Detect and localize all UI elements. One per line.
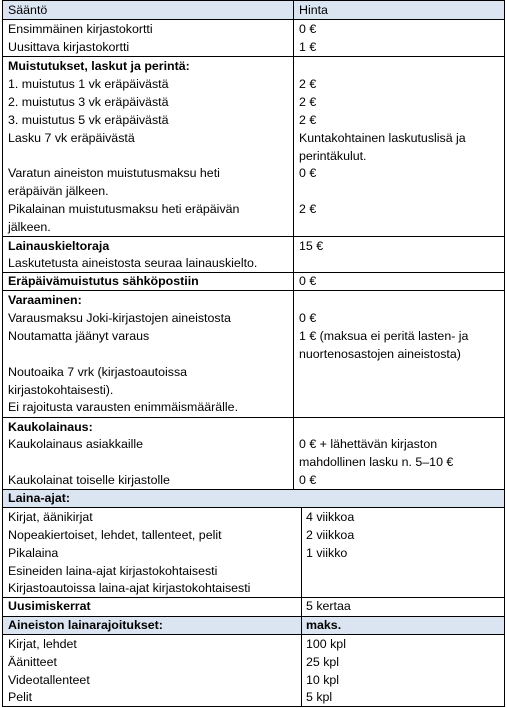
reserved-reminder-line1: Varatun aineiston muistutusmaksu heti	[8, 166, 220, 180]
invoice-price-line1: Kuntakohtainen laskutuslisä ja	[299, 131, 466, 145]
renewals-value: 5 kertaa	[306, 599, 351, 613]
limit-label: Äänitteet	[8, 655, 57, 669]
loan-period-value: 2 viikkoa	[306, 528, 355, 542]
loan-ban-price: 15 €	[299, 239, 324, 253]
renewals-label: Uusimiskerrat	[8, 599, 91, 613]
quickloan-reminder-line2: jälkeen.	[8, 220, 51, 234]
reminder-3-price: 2 €	[299, 113, 317, 127]
interlibrary-other-price: 0 €	[299, 473, 317, 487]
loan-limits-body	[2, 635, 505, 707]
pickup-time-line1: Noutoaika 7 vrk (kirjastoautoissa	[8, 365, 188, 379]
quickloan-reminder-line1: Pikalainan muistutusmaksu heti eräpäivän	[8, 202, 240, 216]
email-reminder-row	[2, 273, 505, 291]
email-reminder-title: Eräpäivämuistutus sähköpostiin	[8, 274, 199, 288]
limit-value: 25 kpl	[306, 655, 340, 669]
uncollected-price-line1: 1 € (maksua ei peritä lasten- ja	[299, 329, 469, 343]
loan-periods-title: Laina-ajat:	[8, 491, 70, 505]
loan-period-label: Nopeakiertoiset, lehdet, tallenteet, pelit	[8, 528, 222, 542]
reminder-2-price: 2 €	[299, 95, 317, 109]
quickloan-reminder-price: 2 €	[299, 202, 317, 216]
loan-period-label: Kirjat, äänikirjat	[8, 510, 93, 524]
loan-period-label: Pikalaina	[8, 546, 59, 560]
fees-table	[2, 0, 505, 707]
limit-label: Kirjat, lehdet	[8, 637, 77, 651]
interlibrary-customer-price-line1: 0 € + lähettävän kirjaston	[299, 437, 438, 451]
limit-value: 10 kpl	[306, 673, 340, 687]
invoice-price-line2: perintäkulut.	[299, 149, 367, 163]
loan-limits-header	[2, 617, 505, 635]
reservations-section	[2, 291, 505, 418]
reminder-2-label: 2. muistutus 3 vk eräpäivästä	[8, 95, 169, 109]
reservation-limit: Ei rajoitusta varausten enimmäismäärälle.	[8, 400, 239, 414]
reservation-fee-price: 0 €	[299, 311, 317, 325]
card-renew-price: 1 €	[299, 40, 317, 54]
interlibrary-title: Kaukolainaus:	[8, 420, 93, 434]
card-renew-label: Uusittava kirjastokortti	[8, 40, 130, 54]
uncollected-price-line2: nuortenosastojen aineistosta)	[299, 347, 461, 361]
interlibrary-other-label: Kaukolainat toiselle kirjastolle	[8, 473, 170, 487]
table-header-row	[2, 0, 505, 20]
loan-period-label: Kirjastoautoissa laina-ajat kirjastokohtaisesti	[8, 581, 251, 595]
reminder-1-price: 2 €	[299, 77, 317, 91]
email-reminder-price: 0 €	[299, 274, 317, 288]
loan-period-value: 1 viikko	[306, 546, 348, 560]
loan-limits-title: Aineiston lainarajoitukset:	[8, 618, 163, 632]
limit-label: Pelit	[8, 690, 33, 704]
reserved-reminder-price: 0 €	[299, 166, 317, 180]
limit-label: Videotallenteet	[8, 673, 90, 687]
loan-period-value: 4 viikkoa	[306, 510, 355, 524]
loan-period-label: Esineiden laina-ajat kirjastokohtaisesti	[8, 564, 218, 578]
limit-value: 5 kpl	[306, 690, 333, 704]
renewals-row	[2, 598, 505, 617]
interlibrary-customer-price-line2: mahdollinen lasku n. 5–10 €	[299, 455, 454, 469]
interlibrary-customer-label: Kaukolainaus asiakkaille	[8, 437, 144, 451]
loan-ban-title: Lainauskieltoraja	[8, 239, 110, 253]
invoice-label: Lasku 7 vk eräpäivästä	[8, 131, 135, 145]
reminders-section	[2, 57, 505, 237]
uncollected-label: Noutamatta jäänyt varaus	[8, 329, 150, 343]
reminder-1-label: 1. muistutus 1 vk eräpäivästä	[8, 77, 169, 91]
interlibrary-section	[2, 418, 505, 490]
reservations-title: Varaaminen:	[8, 293, 82, 307]
reminders-title: Muistutukset, laskut ja perintä:	[8, 59, 190, 73]
reminder-3-label: 3. muistutus 5 vk eräpäivästä	[8, 113, 169, 127]
loan-periods-header	[2, 490, 505, 508]
card-first-label: Ensimmäinen kirjastokortti	[8, 22, 153, 36]
loan-limits-max: maks.	[306, 618, 342, 632]
card-first-price: 0 €	[299, 22, 317, 36]
loan-ban-row	[2, 237, 505, 273]
header-price: Hinta	[299, 3, 328, 17]
reserved-reminder-line2: eräpäivän jälkeen.	[8, 184, 109, 198]
library-card-row	[2, 20, 505, 57]
loan-ban-text: Laskutetusta aineistosta seuraa lainauskielto.	[8, 256, 258, 270]
header-rule: Sääntö	[8, 3, 48, 17]
loan-periods-body	[2, 508, 505, 598]
limit-value: 100 kpl	[306, 637, 346, 651]
pickup-time-line2: kirjastokohtaisesti).	[8, 383, 114, 397]
reservation-fee-label: Varausmaksu Joki-kirjastojen aineistosta	[8, 311, 231, 325]
